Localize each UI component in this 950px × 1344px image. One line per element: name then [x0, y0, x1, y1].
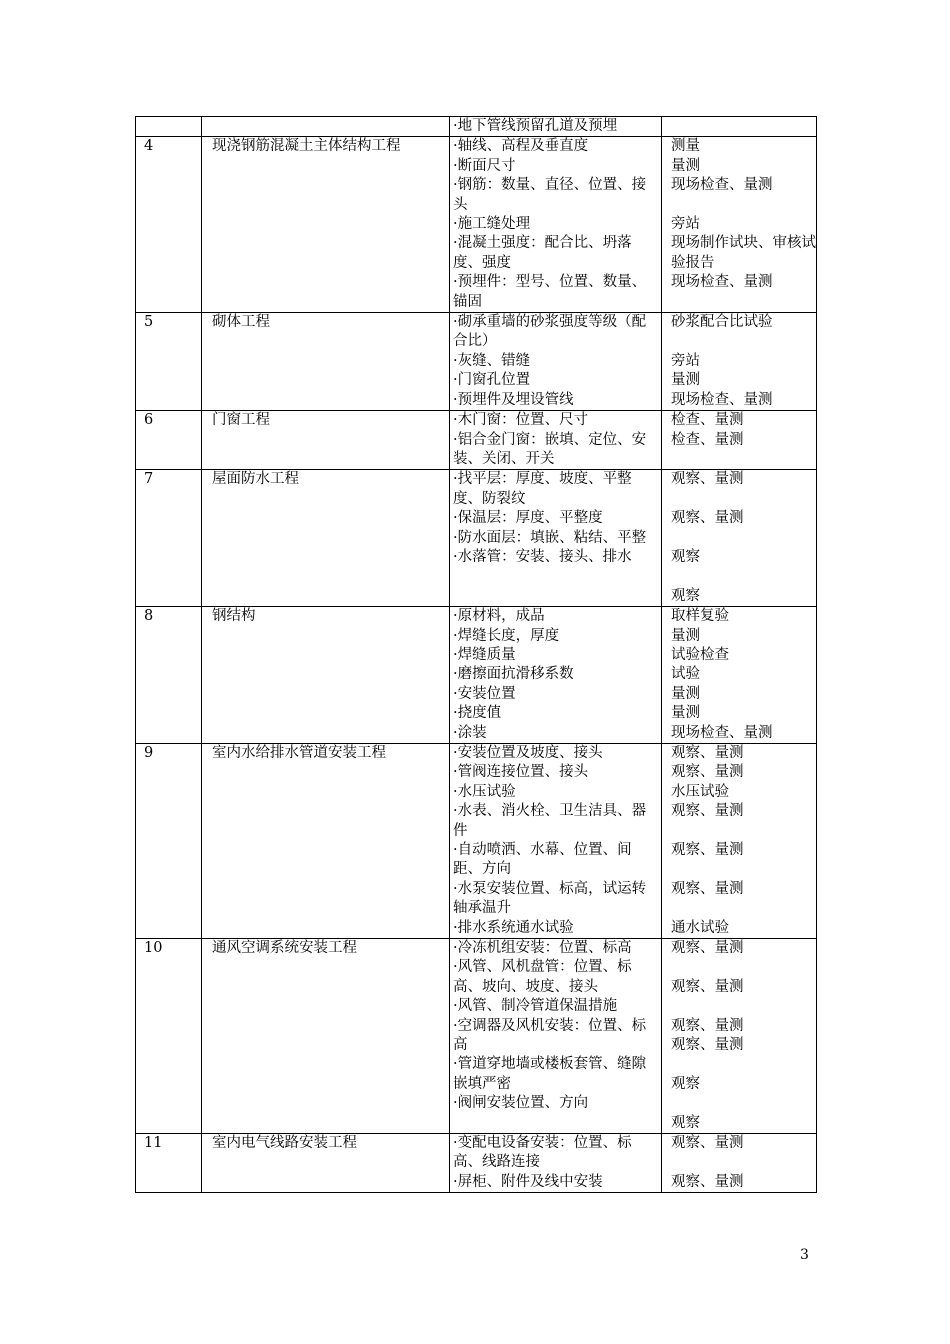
inspection-item: ·水压试验: [453, 783, 516, 800]
inspection-method: 观察: [671, 548, 700, 565]
inspection-items: [450, 607, 662, 744]
inspection-item: ·自动喷洒、水幕、位置、间距、方向: [453, 841, 632, 878]
inspection-method: 水压试验: [671, 783, 729, 800]
inspection-methods: [662, 313, 817, 411]
inspection-item: ·轴线、高程及垂直度: [453, 138, 589, 155]
inspection-method: [671, 1094, 816, 1113]
inspection-method: 量测: [671, 705, 700, 722]
inspection-method: 观察、量测: [671, 1135, 744, 1152]
inspection-item: ·木门窗：位置、尺寸: [453, 412, 589, 429]
row-number: 8: [136, 607, 202, 744]
row-number: 7: [136, 470, 202, 607]
inspection-item: ·安装位置: [453, 685, 516, 702]
inspection-item: ·门窗孔位置: [453, 372, 531, 389]
inspection-method: 观察、量测: [671, 803, 744, 820]
inspection-method: 检查、量测: [671, 431, 744, 448]
project-name: 钢结构: [202, 607, 450, 744]
inspection-item: ·屏柜、附件及线中安装: [453, 1173, 603, 1190]
inspection-method: 测量: [671, 138, 700, 155]
row-number: 9: [136, 743, 202, 938]
inspection-method: [671, 196, 816, 215]
table-row: [136, 470, 817, 607]
table-body: [136, 117, 817, 1193]
inspection-method: 观察、量测: [671, 510, 744, 527]
inspection-method: 量测: [671, 685, 700, 702]
inspection-item: ·涂装: [453, 724, 487, 741]
inspection-method: 试验: [671, 666, 700, 683]
inspection-method: 观察、量测: [671, 764, 744, 781]
inspection-method: 观察、量测: [671, 471, 744, 488]
row-number: 6: [136, 411, 202, 470]
inspection-method: [671, 997, 816, 1016]
row-number: 5: [136, 313, 202, 411]
project-name: 砌体工程: [202, 313, 450, 411]
inspection-method: [671, 567, 816, 586]
row-number: 11: [136, 1134, 202, 1193]
inspection-method: 观察: [671, 1075, 700, 1092]
inspection-item: ·安装位置及坡度、接头: [453, 744, 603, 761]
inspection-items: [450, 1134, 662, 1193]
table-row: [136, 939, 817, 1134]
inspection-method: [671, 860, 816, 879]
table-row: [136, 607, 817, 744]
inspection-item: ·防水面层：填嵌、粘结、平整: [453, 529, 647, 546]
inspection-method: 现场检查、量测: [671, 177, 773, 194]
inspection-item: ·断面尺寸: [453, 157, 516, 174]
inspection-item: ·水表、消火栓、卫生洁具、器件: [453, 803, 647, 839]
inspection-method: [671, 117, 816, 136]
row-number: [136, 117, 202, 137]
inspection-method: [671, 1153, 816, 1172]
inspection-item: ·管阀连接位置、接头: [453, 764, 589, 781]
inspection-item: ·预埋件及埋设管线: [453, 391, 574, 408]
inspection-item: ·冷冻机组安装：位置、标高: [453, 940, 632, 957]
inspection-method: [671, 899, 816, 918]
project-name: 现浇钢筋混凝土主体结构工程: [202, 137, 450, 313]
inspection-item: ·地下管线预留孔道及预埋: [453, 118, 618, 134]
inspection-method: 现场检查、量测: [671, 391, 773, 408]
inspection-item: ·水泵安装位置、标高，试运转轴承温升: [453, 880, 647, 917]
inspection-item: ·施工缝处理: [453, 216, 531, 233]
inspection-items: [450, 939, 662, 1134]
inspection-method: [671, 332, 816, 351]
row-number: 4: [136, 137, 202, 313]
inspection-methods: [662, 743, 817, 938]
inspection-item: ·管道穿地墙或楼板套管、缝隙嵌填严密: [453, 1056, 647, 1092]
page-number: 3: [800, 1247, 809, 1263]
inspection-methods: [662, 470, 817, 607]
inspection-item: ·原材料，成品: [453, 608, 545, 625]
inspection-item: ·焊缝长度，厚度: [453, 627, 560, 644]
table-row: [136, 743, 817, 938]
inspection-method: 观察、量测: [671, 744, 744, 761]
inspection-items: [450, 411, 662, 470]
project-name: 通风空调系统安装工程: [202, 939, 450, 1134]
inspection-method: [671, 490, 816, 509]
inspection-method: 现场检查、量测: [671, 724, 773, 741]
inspection-method: 观察: [671, 587, 700, 604]
inspection-method: 取样复验: [671, 608, 729, 625]
inspection-item: ·预埋件：型号、位置、数量、锚固: [453, 274, 647, 310]
inspection-item: ·钢筋：数量、直径、位置、接头: [453, 177, 647, 213]
inspection-method: 观察、量测: [671, 841, 744, 858]
inspection-methods: [662, 607, 817, 744]
table-row: [136, 137, 817, 313]
inspection-item: ·水落管：安装、接头、排水: [453, 548, 632, 565]
project-name: 门窗工程: [202, 411, 450, 470]
project-name: 屋面防水工程: [202, 470, 450, 607]
inspection-item: ·风管、制冷管道保温措施: [453, 998, 618, 1015]
inspection-item: ·灰缝、错缝: [453, 352, 531, 369]
inspection-item: ·风管、风机盘管：位置、标高、坡向、坡度、接头: [453, 959, 632, 995]
inspection-method: 观察、量测: [671, 880, 744, 897]
inspection-item: ·阀闸安装位置、方向: [453, 1095, 589, 1112]
inspection-method: 量测: [671, 372, 700, 389]
table-row: [136, 1134, 817, 1193]
inspection-method: 旁站: [671, 216, 700, 233]
inspection-methods: [662, 411, 817, 470]
inspection-item: ·混凝土强度：配合比、坍落度、强度: [453, 235, 632, 271]
inspection-method: 试验检查: [671, 646, 729, 663]
inspection-method: 观察、量测: [671, 940, 744, 957]
inspection-method: 观察、量测: [671, 978, 744, 995]
inspection-item: ·焊缝质量: [453, 646, 516, 663]
inspection-item: ·排水系统通水试验: [453, 919, 574, 936]
inspection-methods: [662, 1134, 817, 1193]
inspection-items: [450, 117, 662, 137]
inspection-method: [671, 529, 816, 548]
inspection-item: ·磨擦面抗滑移系数: [453, 666, 574, 683]
inspection-items: [450, 313, 662, 411]
inspection-method: 旁站: [671, 352, 700, 369]
inspection-method: 观察、量测: [671, 1017, 744, 1034]
inspection-method: 砂浆配合比试验: [671, 314, 773, 331]
inspection-method: 观察: [671, 1114, 700, 1131]
table-row: [136, 411, 817, 470]
inspection-method: [671, 822, 816, 841]
inspection-methods: [662, 117, 817, 137]
inspection-method: 检查、量测: [671, 412, 744, 429]
table-row: [136, 313, 817, 411]
inspection-methods: [662, 939, 817, 1134]
inspection-method: 现场检查、量测: [671, 274, 773, 291]
inspection-method: 量测: [671, 627, 700, 644]
inspection-items: [450, 470, 662, 607]
inspection-method: 量测: [671, 157, 700, 174]
inspection-item: ·砌承重墙的砂浆强度等级（配合比）: [453, 314, 647, 350]
inspection-method: 通水试验: [671, 919, 729, 936]
inspection-method: [671, 958, 816, 977]
inspection-item: ·变配电设备安装：位置、标高、线路连接: [453, 1135, 632, 1171]
inspection-item: ·保温层：厚度、平整度: [453, 510, 603, 527]
inspection-method: [671, 1055, 816, 1074]
inspection-item: ·空调器及风机安装：位置、标高: [453, 1017, 647, 1054]
inspection-methods: [662, 137, 817, 313]
inspection-method: 现场制作试块、审核试验报告: [671, 235, 816, 271]
inspection-method: 观察、量测: [671, 1037, 744, 1054]
table-row: [136, 117, 817, 137]
project-name: [202, 117, 450, 137]
inspection-items: [450, 743, 662, 938]
inspection-method: 观察、量测: [671, 1173, 744, 1190]
project-name: 室内电气线路安装工程: [202, 1134, 450, 1193]
inspection-items: [450, 137, 662, 313]
project-name: 室内水给排水管道安装工程: [202, 743, 450, 938]
inspection-table: [135, 116, 817, 1193]
inspection-item: ·铝合金门窗：嵌填、定位、安装、关闭、开关: [453, 431, 647, 467]
inspection-item: ·挠度值: [453, 705, 502, 722]
inspection-item: ·找平层：厚度、坡度、平整度、防裂纹: [453, 471, 632, 507]
row-number: 10: [136, 939, 202, 1134]
